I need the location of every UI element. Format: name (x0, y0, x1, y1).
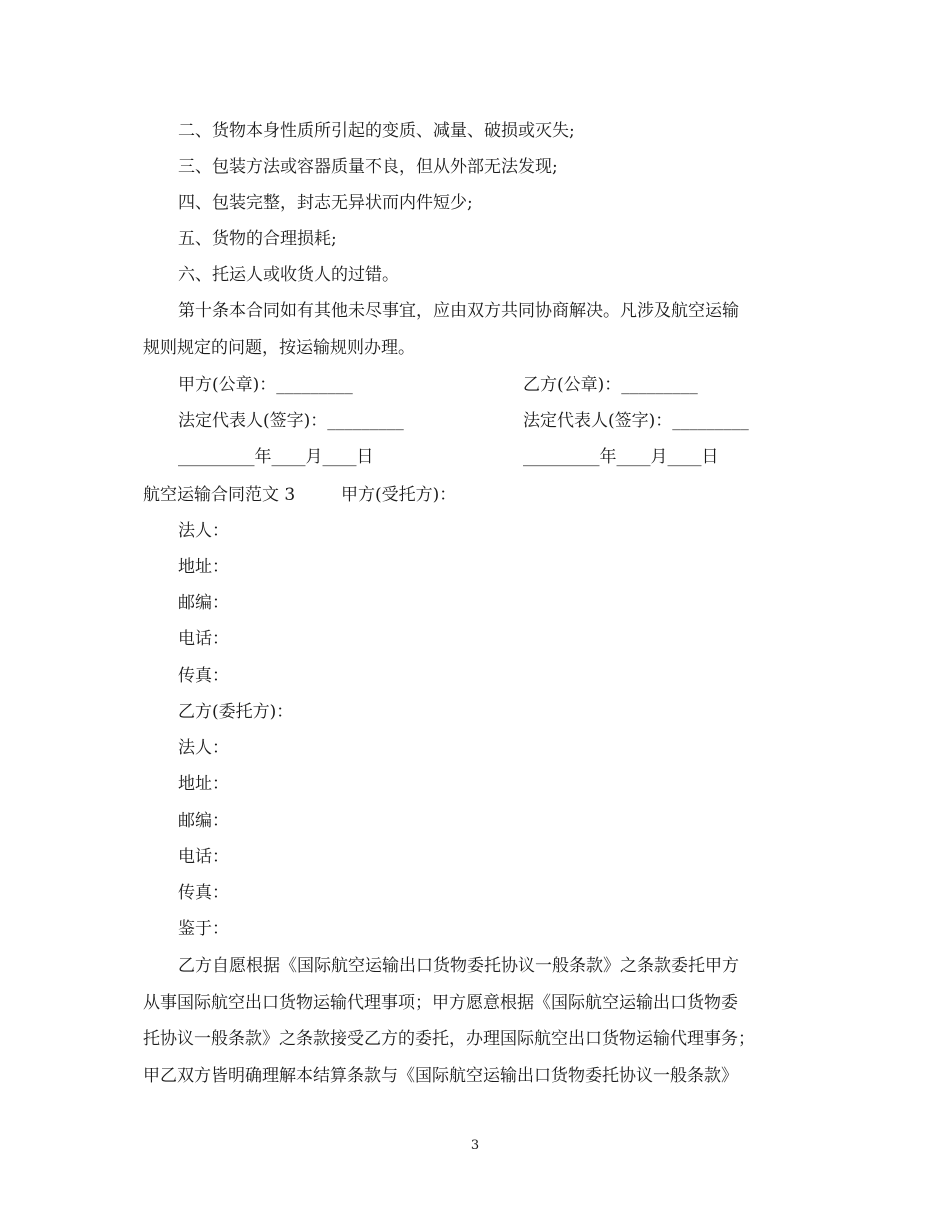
clause-6: 六、托运人或收货人的过错。 (178, 265, 399, 285)
clause-3: 三、包装方法或容器质量不良，但从外部无法发现; (178, 157, 558, 177)
party-a-phone: 电话： (178, 629, 229, 649)
page-number: 3 (470, 1138, 480, 1153)
party-a-representative: 法定代表人(签字)：_________ (178, 411, 404, 431)
party-a-legal-person: 法人： (178, 521, 229, 541)
party-b-postcode: 邮编： (178, 811, 229, 831)
recital-line-2: 从事国际航空出口货物运输代理事项；甲方愿意根据《国际航空运输出口货物委 (143, 993, 738, 1013)
party-b-legal-person: 法人： (178, 738, 229, 758)
clause-5: 五、货物的合理损耗; (178, 229, 337, 249)
party-b-entrustor-label: 乙方(委托方)： (178, 702, 294, 722)
party-b-date: _________年____月____日 (523, 447, 719, 467)
party-b-seal: 乙方(公章)：_________ (523, 375, 698, 395)
party-b-address: 地址： (178, 774, 229, 794)
party-a-date: _________年____月____日 (178, 447, 374, 467)
party-a-address: 地址： (178, 557, 229, 577)
clause-2: 二、货物本身性质所引起的变质、减量、破损或灭失; (178, 121, 575, 141)
clause-4: 四、包装完整，封志无异状而内件短少; (178, 193, 473, 213)
party-a-trustee-label: 甲方(受托方)： (341, 485, 457, 505)
sample-3-heading: 航空运输合同范文 3 (143, 485, 296, 505)
party-b-phone: 电话： (178, 847, 229, 867)
recital-line-3: 托协议一般条款》之条款接受乙方的委托，办理国际航空出口货物运输代理事务； (143, 1029, 755, 1049)
whereas-label: 鉴于： (178, 919, 229, 939)
party-a-fax: 传真： (178, 666, 229, 686)
article-10-line-2: 规则规定的问题，按运输规则办理。 (143, 338, 415, 358)
party-b-representative: 法定代表人(签字)：_________ (523, 411, 749, 431)
party-b-fax: 传真： (178, 883, 229, 903)
recital-line-1: 乙方自愿根据《国际航空运输出口货物委托协议一般条款》之条款委托甲方 (178, 956, 739, 976)
article-10-line-1: 第十条本合同如有其他未尽事宜，应由双方共同协商解决。凡涉及航空运输 (178, 301, 739, 321)
party-a-postcode: 邮编： (178, 593, 229, 613)
party-a-seal: 甲方(公章)：_________ (178, 375, 353, 395)
recital-line-4: 甲乙双方皆明确理解本结算条款与《国际航空运输出口货物委托协议一般条款》 (143, 1066, 738, 1086)
